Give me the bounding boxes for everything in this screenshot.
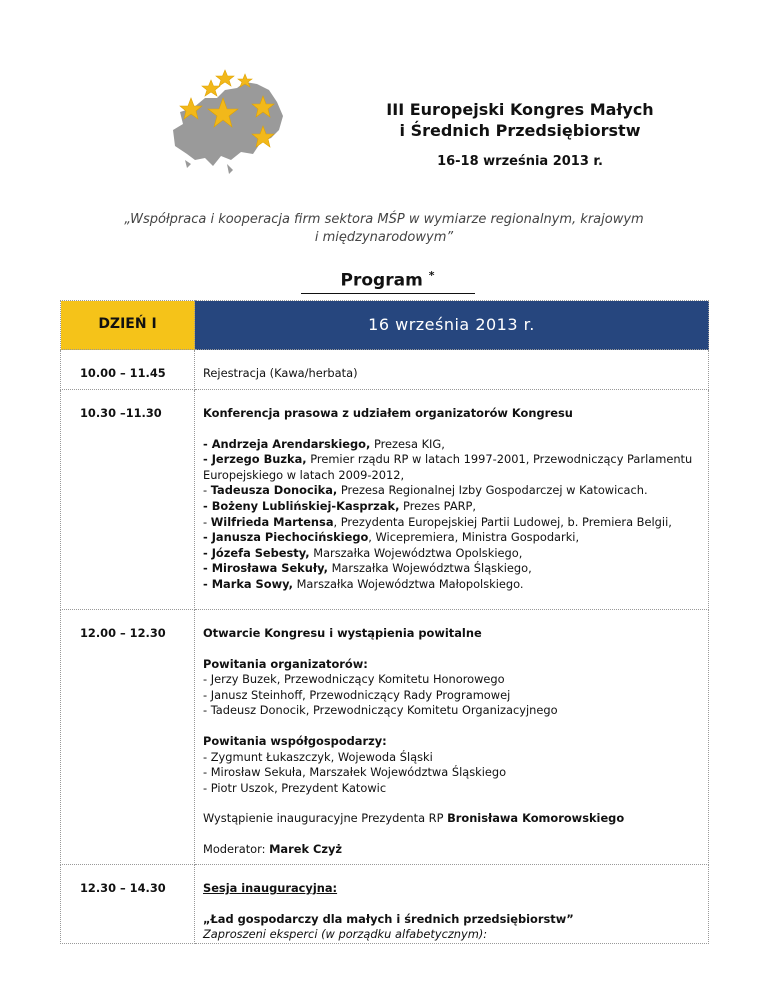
participant: - Józefa Sebesty, Marszałka Województwa Opolskiego, — [203, 545, 523, 560]
congress-motto — [90, 211, 678, 247]
inaugural-speech: Wystąpienie inauguracyjne Prezydenta RP Bronisława Komorowskiego — [203, 811, 625, 826]
time-slot: 12.30 – 14.30 — [61, 865, 195, 944]
participant: - Bożeny Lublińskiej-Kasprzak, Prezes PARP, — [203, 498, 477, 513]
participant: - Marka Sowy, Marszałka Województwa Małopolskiego. — [203, 576, 524, 591]
experts-note: Zaproszeni eksperci (w porządku alfabetycznym): — [203, 927, 488, 942]
day-header-row — [61, 301, 709, 350]
star-icon — [202, 80, 220, 96]
list-item: - Mirosław Sekuła, Marszałek Województwa Śląskiego — [203, 765, 507, 780]
program-label: Program — [340, 270, 423, 291]
congress-title-line2: i Średnich Przedsiębiorstw — [399, 121, 641, 140]
list-item: - Tadeusz Donocik, Przewodniczący Komitetu Organizacyjnego — [203, 703, 558, 718]
session-description: Rejestracja (Kawa/herbata) — [195, 350, 709, 390]
session-subtitle: „Ład gospodarczy dla małych i średnich przedsiębiorstw” — [203, 911, 574, 926]
congress-dates: 16-18 września 2013 r. — [437, 154, 603, 169]
list-item: - Zygmunt Łukaszczyk, Wojewoda Śląski — [203, 749, 433, 764]
day-label: DZIEŃ I — [61, 301, 195, 350]
session-heading: Konferencja prasowa z udziałem organizatorów Kongresu — [203, 406, 573, 420]
star-icon — [216, 70, 234, 86]
session-heading: Otwarcie Kongresu i wystąpienia powitalne — [203, 626, 482, 640]
program-footnote-mark: * — [428, 269, 435, 282]
time-slot: 12.00 – 12.30 — [61, 610, 195, 865]
time-slot: 10.30 –11.30 — [61, 390, 195, 610]
schedule-table — [60, 300, 709, 944]
organizers-heading: Powitania organizatorów: — [203, 656, 368, 671]
participant: - Jerzego Buzka, Premier rządu RP w latach 1997-2001, Przewodniczący Parlamentu Europejskiego w latach 2009-2012, — [203, 452, 693, 482]
participant: - Andrzeja Arendarskiego, Prezesa KIG, — [203, 436, 445, 451]
day-date: 16 września 2013 r. — [195, 301, 709, 350]
list-item: - Janusz Steinhoff, Przewodniczący Rady Programowej — [203, 687, 511, 702]
congress-title-line1: III Europejski Kongres Małych — [386, 100, 654, 119]
table-row — [61, 390, 709, 610]
list-item: - Jerzy Buzek, Przewodniczący Komitetu Honorowego — [203, 672, 505, 687]
program-heading — [300, 269, 475, 291]
motto-line1: „Współpraca i kooperacja firm sektora MŚP w wymiarze regionalnym, krajowym — [124, 212, 644, 227]
congress-logo — [165, 68, 290, 176]
program-underline — [301, 293, 475, 294]
table-row — [61, 865, 709, 944]
session-description — [195, 865, 709, 944]
table-row — [61, 610, 709, 865]
time-slot: 10.00 – 11.45 — [61, 350, 195, 390]
session-heading: Sesja inauguracyjna: — [203, 881, 338, 895]
moderator: Moderator: Marek Czyż — [203, 841, 343, 856]
table-row — [61, 350, 709, 390]
list-item: - Piotr Uszok, Prezydent Katowic — [203, 780, 387, 795]
participant: - Janusza Piechocińskiego, Wicepremiera, Ministra Gospodarki, — [203, 530, 580, 545]
session-description — [195, 390, 709, 610]
session-description — [195, 610, 709, 865]
participant: - Tadeusza Donocika, Prezesa Regionalnej Izby Gospodarczej w Katowicach. — [203, 483, 648, 498]
participant: - Mirosława Sekuły, Marszałka Województwa Śląskiego, — [203, 561, 532, 576]
participant: - Wilfrieda Martensa, Prezydenta Europejskiej Partii Ludowej, b. Premiera Belgii, — [203, 514, 672, 529]
cohosts-heading: Powitania współgospodarzy: — [203, 733, 387, 748]
motto-line2: i międzynarodowym” — [314, 230, 454, 245]
